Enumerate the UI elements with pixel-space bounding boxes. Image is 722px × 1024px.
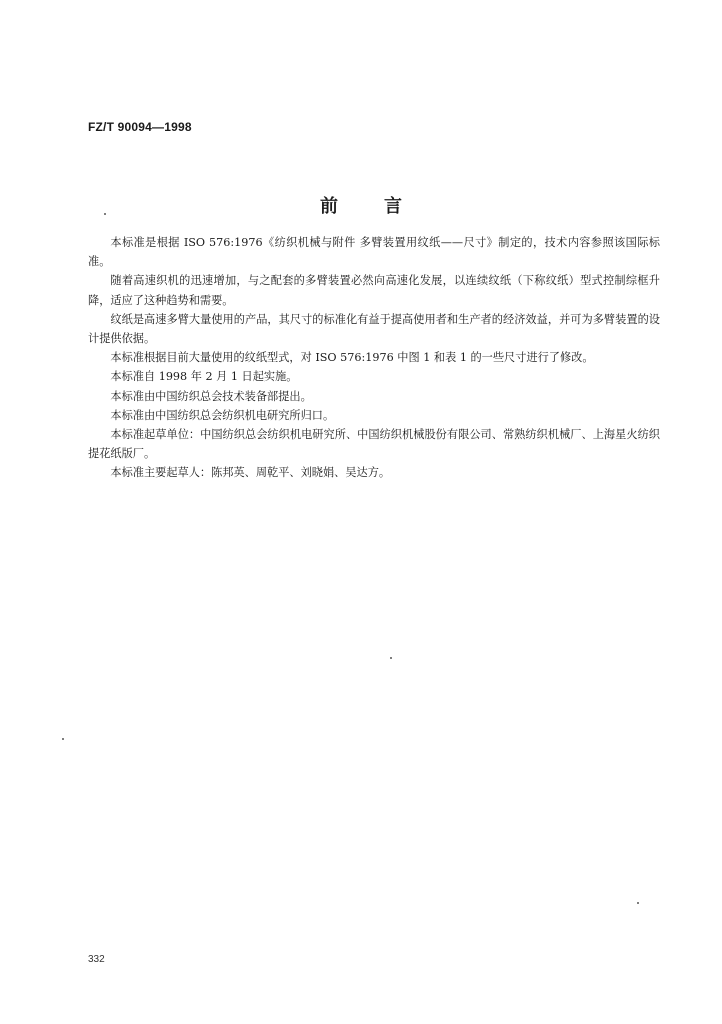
paragraph: 本标准自 1998 年 2 月 1 日起实施。 xyxy=(110,370,298,384)
paragraph: 本标准根据目前大量使用的纹纸型式，对 ISO 576:1976 中图 1 和表 1 的一些尺寸进行了修改。 xyxy=(110,351,594,365)
paragraph: 本标准由中国纺织总会纺织机电研究所归口。 xyxy=(110,408,335,422)
scan-speck xyxy=(637,902,639,904)
paragraph: 纹纸是高速多臂大量使用的产品，其尺寸的标准化有益于提高使用者和生产者的经济效益，并可为多臂装置的设计提供依据。 xyxy=(88,312,660,346)
paragraph: 本标准起草单位：中国纺织总会纺织机电研究所、中国纺织机械股份有限公司、常熟纺织机械厂、上海星火纺织提花纸版厂。 xyxy=(88,428,660,461)
paragraph: 本标准主要起草人：陈邦英、周乾平、刘晓娟、吴达方。 xyxy=(110,466,391,480)
foreword-body xyxy=(88,233,660,483)
paragraph: 本标准由中国纺织总会技术装备部提出。 xyxy=(110,389,312,403)
paragraph: 本标准是根据 ISO 576:1976《纺织机械与附件 多臂装置用纹纸——尺寸》制定的，技术内容参照该国际标准。 xyxy=(88,236,660,269)
page-title: 前言 xyxy=(320,196,448,217)
scan-speck xyxy=(104,213,106,215)
paragraph: 随着高速织机的迅速增加，与之配套的多臂装置必然向高速化发展，以连续纹纸（下称纹纸）型式控制综框升降，适应了这种趋势和需要。 xyxy=(88,274,660,307)
scan-speck xyxy=(62,738,64,740)
page-number: 332 xyxy=(88,954,105,965)
scan-speck xyxy=(390,657,392,659)
standard-code: FZ/T 90094—1998 xyxy=(88,120,192,134)
